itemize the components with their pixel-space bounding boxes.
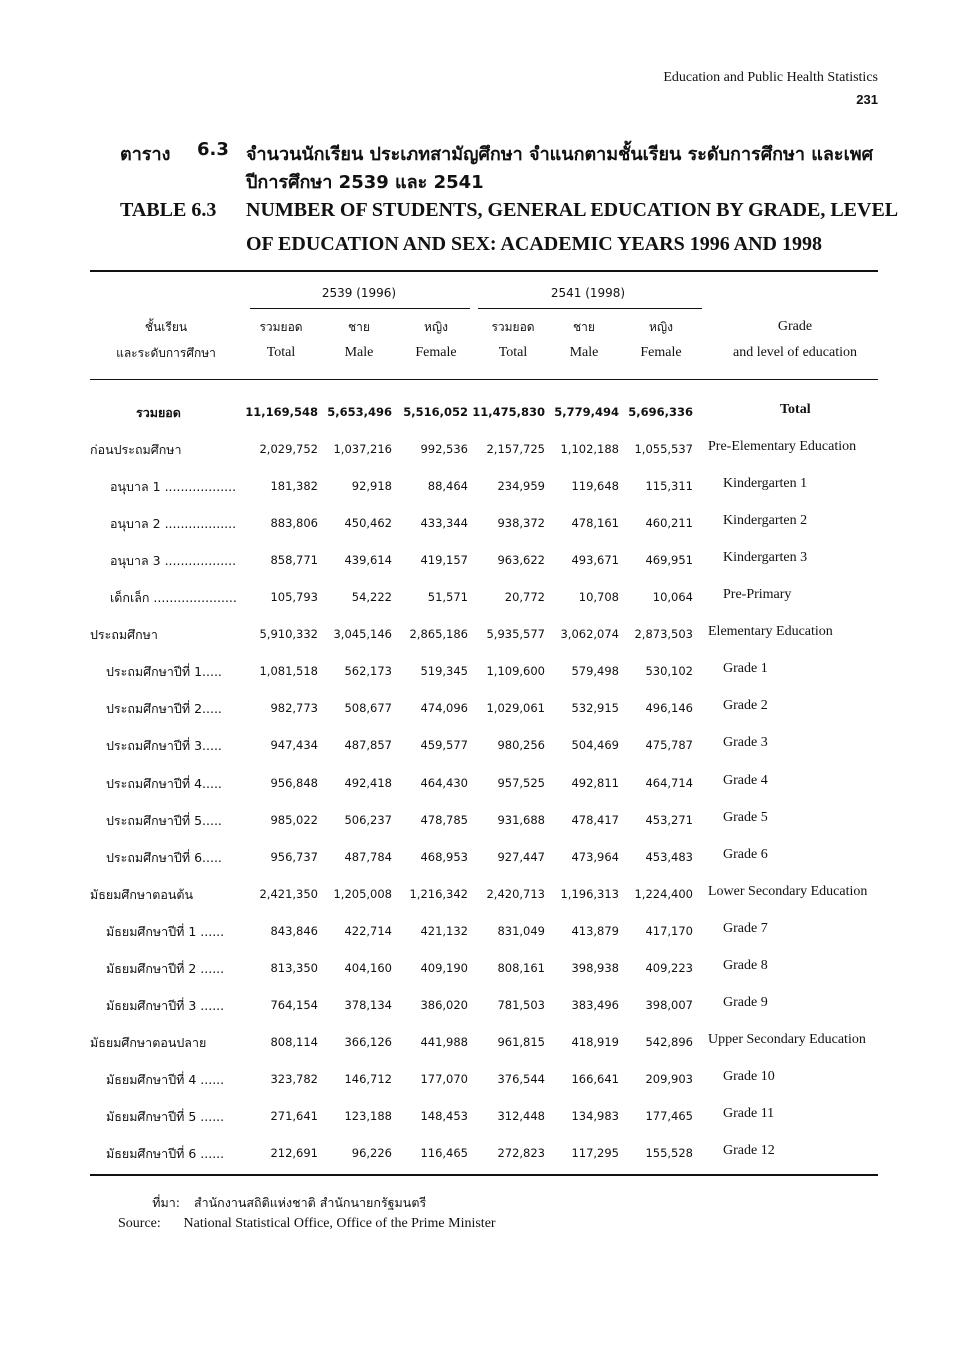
table-cell: 11,475,830 bbox=[472, 405, 545, 419]
table-cell: 5,910,332 bbox=[259, 627, 318, 641]
table-cell: 20,772 bbox=[504, 590, 545, 604]
table-cell: 271,641 bbox=[270, 1109, 318, 1123]
table-cell: 493,671 bbox=[571, 553, 619, 567]
table-cell: 234,959 bbox=[497, 479, 545, 493]
table-cell: 433,344 bbox=[420, 516, 468, 530]
row-label-thai: อนุบาล 3 .................. bbox=[110, 553, 237, 568]
row-label-thai: มัธยมศึกษาปีที่ 3 ...... bbox=[106, 998, 225, 1013]
table-cell: 532,915 bbox=[571, 701, 619, 715]
row-label-english: Upper Secondary Education bbox=[708, 1032, 866, 1047]
table-cell: 2,029,752 bbox=[259, 442, 318, 456]
table-cell: 985,022 bbox=[270, 813, 318, 827]
table-cell: 1,109,600 bbox=[486, 664, 545, 678]
table-cell: 441,988 bbox=[420, 1035, 468, 1049]
row-label-thai: ประถมศึกษาปีที่ 3..... bbox=[106, 738, 222, 753]
table-cell: 3,045,146 bbox=[333, 627, 392, 641]
table-cell: 464,430 bbox=[420, 776, 468, 790]
row-label-english: Grade 8 bbox=[723, 958, 768, 973]
row-label-english: Grade 9 bbox=[723, 995, 768, 1010]
table-cell: 1,029,061 bbox=[486, 701, 545, 715]
table-cell: 323,782 bbox=[270, 1072, 318, 1086]
row-label-thai: ประถมศึกษาปีที่ 5..... bbox=[106, 813, 222, 828]
table-cell: 409,190 bbox=[420, 961, 468, 975]
table-cell: 413,879 bbox=[571, 924, 619, 938]
row-label-thai: รวมยอด bbox=[136, 405, 181, 420]
row-label-english: Grade 6 bbox=[723, 847, 768, 862]
table-cell: 956,848 bbox=[270, 776, 318, 790]
table-cell: 422,714 bbox=[344, 924, 392, 938]
row-label-english: Pre-Elementary Education bbox=[708, 439, 857, 454]
thai-title-line2: ปีการศึกษา 2539 และ 2541 bbox=[246, 172, 484, 193]
table-cell: 931,688 bbox=[497, 813, 545, 827]
page-number: 231 bbox=[856, 92, 878, 107]
table-cell: 366,126 bbox=[344, 1035, 392, 1049]
table-cell: 492,418 bbox=[344, 776, 392, 790]
table-cell: 117,295 bbox=[571, 1146, 619, 1160]
table-cell: 419,157 bbox=[420, 553, 468, 567]
table-cell: 487,857 bbox=[344, 738, 392, 752]
row-label-thai: อนุบาล 1 .................. bbox=[110, 479, 237, 494]
table-cell: 5,653,496 bbox=[327, 405, 392, 419]
running-header: Education and Public Health Statistics bbox=[663, 70, 878, 85]
row-label-english: Pre-Primary bbox=[723, 587, 792, 602]
table-cell: 134,983 bbox=[571, 1109, 619, 1123]
table-cell: 119,648 bbox=[571, 479, 619, 493]
row-label-english: Grade 5 bbox=[723, 810, 768, 825]
source-thai: ที่มา: สำนักงานสถิติแห่งชาติ สำนักนายกรัฐมนตรี bbox=[152, 1195, 427, 1210]
table-cell: 542,896 bbox=[645, 1035, 693, 1049]
table-cell: 2,157,725 bbox=[486, 442, 545, 456]
table-cell: 764,154 bbox=[270, 998, 318, 1012]
row-label-thai: มัธยมศึกษาปีที่ 2 ...... bbox=[106, 961, 225, 976]
table-cell: 1,205,008 bbox=[333, 887, 392, 901]
table-cell: 459,577 bbox=[420, 738, 468, 752]
table-cell: 473,964 bbox=[571, 850, 619, 864]
table-cell: 212,691 bbox=[270, 1146, 318, 1160]
table-cell: 831,049 bbox=[497, 924, 545, 938]
table-cell: 92,918 bbox=[351, 479, 392, 493]
row-label-thai: มัธยมศึกษาปีที่ 6 ...... bbox=[106, 1146, 225, 1161]
table-cell: 383,496 bbox=[571, 998, 619, 1012]
table-cell: 418,919 bbox=[571, 1035, 619, 1049]
table-cell: 10,708 bbox=[578, 590, 619, 604]
table-cell: 1,081,518 bbox=[259, 664, 318, 678]
table-cell: 105,793 bbox=[270, 590, 318, 604]
thai-table-label: ตาราง bbox=[120, 144, 171, 165]
table-cell: 530,102 bbox=[645, 664, 693, 678]
table-cell: 492,811 bbox=[571, 776, 619, 790]
table-cell: 460,211 bbox=[645, 516, 693, 530]
table-cell: 469,951 bbox=[645, 553, 693, 567]
table-cell: 781,503 bbox=[497, 998, 545, 1012]
table-cell: 116,465 bbox=[420, 1146, 468, 1160]
column-header-1998-total: รวมยอด Total bbox=[491, 320, 535, 360]
column-header-1996-female: หญิง Female bbox=[415, 320, 457, 360]
table-cell: 1,196,313 bbox=[560, 887, 619, 901]
row-label-thai: อนุบาล 2 .................. bbox=[110, 516, 237, 531]
column-header-1998-male: ชาย Male bbox=[569, 320, 599, 360]
thai-title-line1: จำนวนนักเรียน ประเภทสามัญศึกษา จำแนกตามชั้นเรียน ระดับการศึกษา และเพศ bbox=[246, 144, 874, 165]
english-title-line2: OF EDUCATION AND SEX: ACADEMIC YEARS 1996 AND 1998 bbox=[246, 233, 822, 255]
table-cell: 808,161 bbox=[497, 961, 545, 975]
column-header-1996-total: รวมยอด Total bbox=[259, 320, 303, 360]
row-label-thai: มัธยมศึกษาปีที่ 5 ...... bbox=[106, 1109, 225, 1124]
row-label-thai: มัธยมศึกษาตอนปลาย bbox=[90, 1035, 207, 1050]
table-cell: 115,311 bbox=[645, 479, 693, 493]
table-cell: 487,784 bbox=[344, 850, 392, 864]
table-cell: 947,434 bbox=[270, 738, 318, 752]
grade-column-header-thai: ชั้นเรียน และระดับการศึกษา bbox=[116, 320, 216, 360]
table-cell: 883,806 bbox=[270, 516, 318, 530]
table-cell: 464,714 bbox=[645, 776, 693, 790]
table-cell: 54,222 bbox=[351, 590, 392, 604]
table-cell: 813,350 bbox=[270, 961, 318, 975]
table-cell: 404,160 bbox=[344, 961, 392, 975]
table-cell: 421,132 bbox=[420, 924, 468, 938]
table-cell: 5,516,052 bbox=[403, 405, 468, 419]
table-cell: 11,169,548 bbox=[245, 405, 318, 419]
table-cell: 982,773 bbox=[270, 701, 318, 715]
table-cell: 562,173 bbox=[344, 664, 392, 678]
row-label-english: Grade 4 bbox=[723, 773, 768, 788]
table-cell: 475,787 bbox=[645, 738, 693, 752]
table-top-rule bbox=[90, 270, 878, 272]
row-label-english: Grade 2 bbox=[723, 698, 768, 713]
table-cell: 312,448 bbox=[497, 1109, 545, 1123]
table-cell: 2,865,186 bbox=[409, 627, 468, 641]
row-label-thai: ประถมศึกษา bbox=[90, 627, 158, 642]
table-cell: 938,372 bbox=[497, 516, 545, 530]
year-1996-rule bbox=[250, 308, 470, 309]
row-label-english: Grade 12 bbox=[723, 1143, 775, 1158]
row-label-english: Kindergarten 3 bbox=[723, 550, 808, 565]
table-cell: 51,571 bbox=[427, 590, 468, 604]
table-cell: 450,462 bbox=[344, 516, 392, 530]
row-label-thai: ก่อนประถมศึกษา bbox=[90, 442, 182, 457]
table-cell: 506,237 bbox=[344, 813, 392, 827]
row-label-english: Grade 3 bbox=[723, 735, 768, 750]
table-cell: 123,188 bbox=[344, 1109, 392, 1123]
table-cell: 474,096 bbox=[420, 701, 468, 715]
table-cell: 956,737 bbox=[270, 850, 318, 864]
table-cell: 2,420,713 bbox=[486, 887, 545, 901]
table-cell: 2,421,350 bbox=[259, 887, 318, 901]
row-label-english: Grade 10 bbox=[723, 1069, 775, 1084]
row-label-english: Grade 7 bbox=[723, 921, 768, 936]
year-1998-heading: 2541 (1998) bbox=[550, 286, 626, 300]
table-cell: 808,114 bbox=[270, 1035, 318, 1049]
row-label-thai: ประถมศึกษาปีที่ 6..... bbox=[106, 850, 222, 865]
table-cell: 992,536 bbox=[420, 442, 468, 456]
row-label-english: Grade 11 bbox=[723, 1106, 775, 1121]
row-label-thai: เด็กเล็ก ..................... bbox=[110, 590, 237, 605]
table-cell: 5,779,494 bbox=[554, 405, 619, 419]
source-english: Source: National Statistical Office, Office of the Prime Minister bbox=[118, 1216, 496, 1231]
header-bottom-rule bbox=[90, 379, 878, 380]
row-label-english: Lower Secondary Education bbox=[708, 884, 868, 899]
table-cell: 376,544 bbox=[497, 1072, 545, 1086]
table-cell: 209,903 bbox=[645, 1072, 693, 1086]
table-cell: 468,953 bbox=[420, 850, 468, 864]
table-cell: 496,146 bbox=[645, 701, 693, 715]
table-cell: 519,345 bbox=[420, 664, 468, 678]
table-cell: 1,037,216 bbox=[333, 442, 392, 456]
table-cell: 1,216,342 bbox=[409, 887, 468, 901]
table-cell: 417,170 bbox=[645, 924, 693, 938]
english-title-line1: NUMBER OF STUDENTS, GENERAL EDUCATION BY GRADE, LEVEL bbox=[246, 199, 899, 221]
year-1998-rule bbox=[478, 308, 702, 309]
column-header-1996-male: ชาย Male bbox=[344, 320, 374, 360]
table-cell: 181,382 bbox=[270, 479, 318, 493]
table-cell: 398,007 bbox=[645, 998, 693, 1012]
table-bottom-rule bbox=[90, 1174, 878, 1176]
table-cell: 148,453 bbox=[420, 1109, 468, 1123]
table-cell: 579,498 bbox=[571, 664, 619, 678]
row-label-thai: มัธยมศึกษาตอนต้น bbox=[90, 887, 194, 902]
row-label-thai: มัธยมศึกษาปีที่ 1 ...... bbox=[106, 924, 225, 939]
row-label-thai: มัธยมศึกษาปีที่ 4 ...... bbox=[106, 1072, 225, 1087]
table-cell: 858,771 bbox=[270, 553, 318, 567]
row-label-english: Kindergarten 1 bbox=[723, 476, 808, 491]
table-cell: 453,271 bbox=[645, 813, 693, 827]
table-cell: 508,677 bbox=[344, 701, 392, 715]
table-cell: 398,938 bbox=[571, 961, 619, 975]
table-cell: 5,696,336 bbox=[628, 405, 693, 419]
table-cell: 96,226 bbox=[351, 1146, 392, 1160]
table-cell: 3,062,074 bbox=[560, 627, 619, 641]
grade-column-header-english: Grade and level of education bbox=[732, 319, 857, 360]
table-cell: 378,134 bbox=[344, 998, 392, 1012]
table-cell: 504,469 bbox=[571, 738, 619, 752]
table-cell: 478,161 bbox=[571, 516, 619, 530]
year-1996-heading: 2539 (1996) bbox=[321, 286, 397, 300]
table-cell: 963,622 bbox=[497, 553, 545, 567]
row-label-english: Total bbox=[780, 402, 811, 417]
table-cell: 2,873,503 bbox=[634, 627, 693, 641]
table-cell: 453,483 bbox=[645, 850, 693, 864]
table-cell: 409,223 bbox=[645, 961, 693, 975]
table-cell: 177,070 bbox=[420, 1072, 468, 1086]
table-cell: 1,102,188 bbox=[560, 442, 619, 456]
table-cell: 10,064 bbox=[652, 590, 693, 604]
table-cell: 272,823 bbox=[497, 1146, 545, 1160]
english-table-label: TABLE 6.3 bbox=[120, 199, 217, 221]
row-label-english: Elementary Education bbox=[708, 624, 833, 639]
column-header-1998-female: หญิง Female bbox=[640, 320, 682, 360]
table-cell: 88,464 bbox=[427, 479, 468, 493]
table-cell: 1,224,400 bbox=[634, 887, 693, 901]
table-cell: 166,641 bbox=[571, 1072, 619, 1086]
table-cell: 478,785 bbox=[420, 813, 468, 827]
table-cell: 439,614 bbox=[344, 553, 392, 567]
table-cell: 961,815 bbox=[497, 1035, 545, 1049]
table-cell: 980,256 bbox=[497, 738, 545, 752]
table-cell: 1,055,537 bbox=[634, 442, 693, 456]
table-cell: 155,528 bbox=[645, 1146, 693, 1160]
table-cell: 177,465 bbox=[645, 1109, 693, 1123]
table-cell: 146,712 bbox=[344, 1072, 392, 1086]
table-cell: 843,846 bbox=[270, 924, 318, 938]
table-cell: 386,020 bbox=[420, 998, 468, 1012]
row-label-english: Grade 1 bbox=[723, 661, 768, 676]
table-cell: 5,935,577 bbox=[486, 627, 545, 641]
table-cell: 957,525 bbox=[497, 776, 545, 790]
row-label-thai: ประถมศึกษาปีที่ 1..... bbox=[106, 664, 222, 679]
table-cell: 927,447 bbox=[497, 850, 545, 864]
row-label-thai: ประถมศึกษาปีที่ 2..... bbox=[106, 701, 222, 716]
row-label-english: Kindergarten 2 bbox=[723, 513, 808, 528]
table-cell: 478,417 bbox=[571, 813, 619, 827]
thai-table-number: 6.3 bbox=[197, 139, 229, 160]
row-label-thai: ประถมศึกษาปีที่ 4..... bbox=[106, 776, 222, 791]
